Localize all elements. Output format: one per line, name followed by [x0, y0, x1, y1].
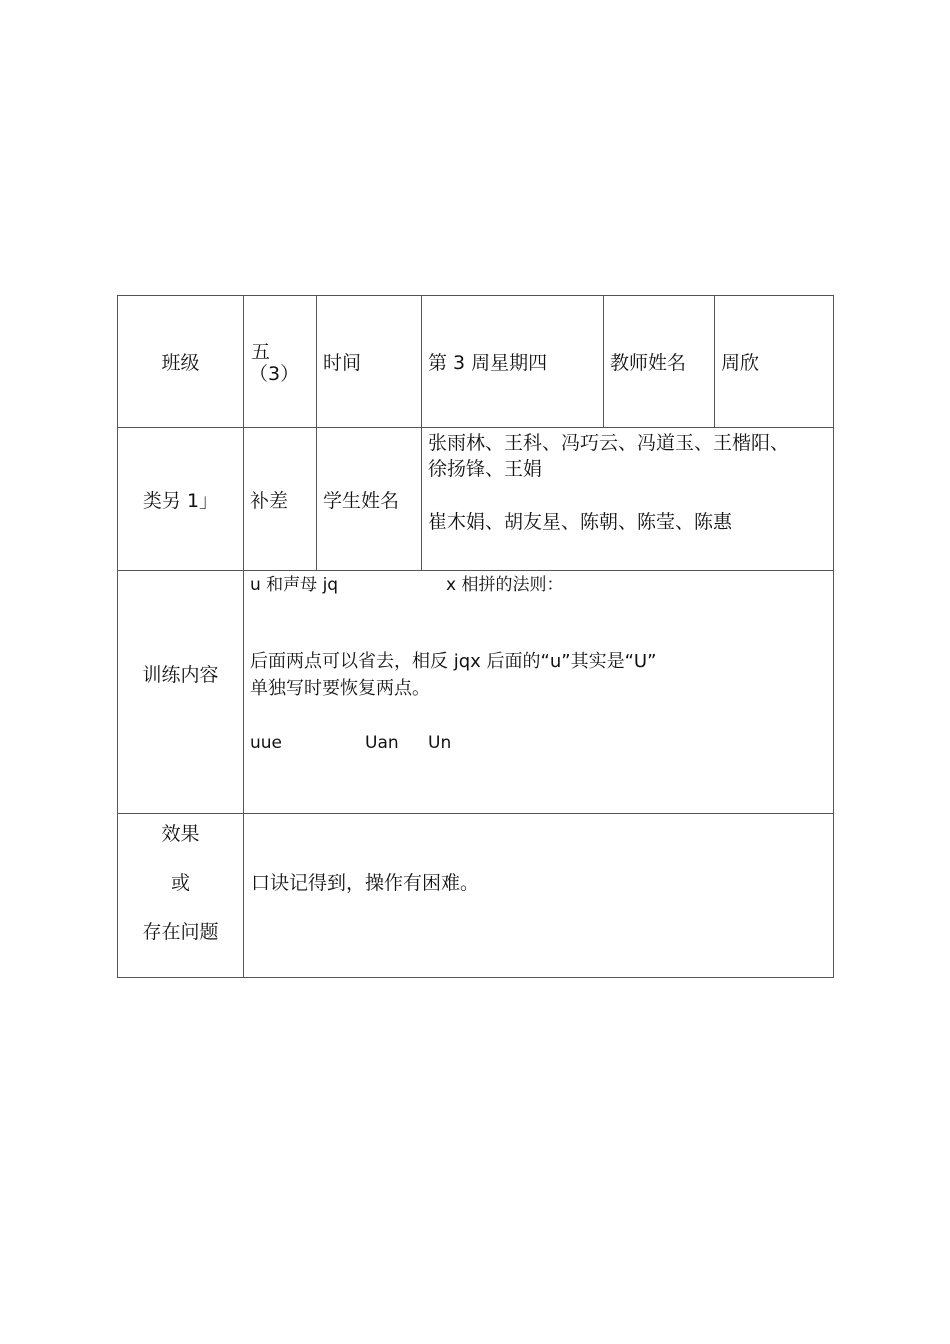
result-label-line2: 或 [170, 872, 190, 894]
result-value: 口诀记得到，操作有困难。 [251, 872, 480, 894]
students-line3: 崔木娟、胡友星、陈朝、陈莹、陈惠 [428, 511, 733, 533]
class-value-line2: （3） [249, 363, 300, 385]
column-divider [421, 295, 422, 571]
result-label-line1: 效果 [161, 823, 200, 845]
column-divider [243, 295, 244, 978]
training-line1-a: u 和声母 jq [250, 575, 339, 595]
example-uan: Uan [365, 733, 399, 753]
category-label: 类另 1」 [142, 490, 219, 512]
time-label: 时间 [323, 352, 362, 374]
students-label: 学生姓名 [323, 490, 400, 512]
training-line1-b: x 相拼的法则： [446, 575, 564, 595]
column-divider [603, 295, 604, 428]
column-divider [316, 295, 317, 571]
example-un: Un [428, 733, 452, 753]
training-label: 训练内容 [142, 664, 219, 686]
column-divider [714, 295, 715, 428]
table-border [117, 295, 834, 296]
class-label: 班级 [161, 352, 200, 374]
class-value-line1: 五 [251, 341, 271, 363]
students-line1: 张雨林、王科、冯巧云、冯道玉、王楷阳、 [428, 432, 790, 454]
training-line3: 单独写时要恢复两点。 [250, 678, 430, 699]
table-border [833, 295, 834, 978]
time-value: 第 3 周星期四 [428, 352, 548, 374]
teacher-value: 周欣 [721, 352, 760, 374]
row-divider [117, 570, 834, 571]
teacher-label: 教师姓名 [610, 352, 687, 374]
table-border [117, 977, 834, 978]
category-value: 补差 [250, 490, 289, 512]
training-line2: 后面两点可以省去，相反 jqx 后面的“u”其实是“U” [250, 651, 657, 672]
row-divider [117, 813, 834, 814]
students-line2: 徐扬锋、王娟 [428, 458, 543, 480]
result-label-line3: 存在问题 [142, 921, 219, 943]
row-divider [117, 427, 834, 428]
example-uue: uue [250, 733, 283, 753]
